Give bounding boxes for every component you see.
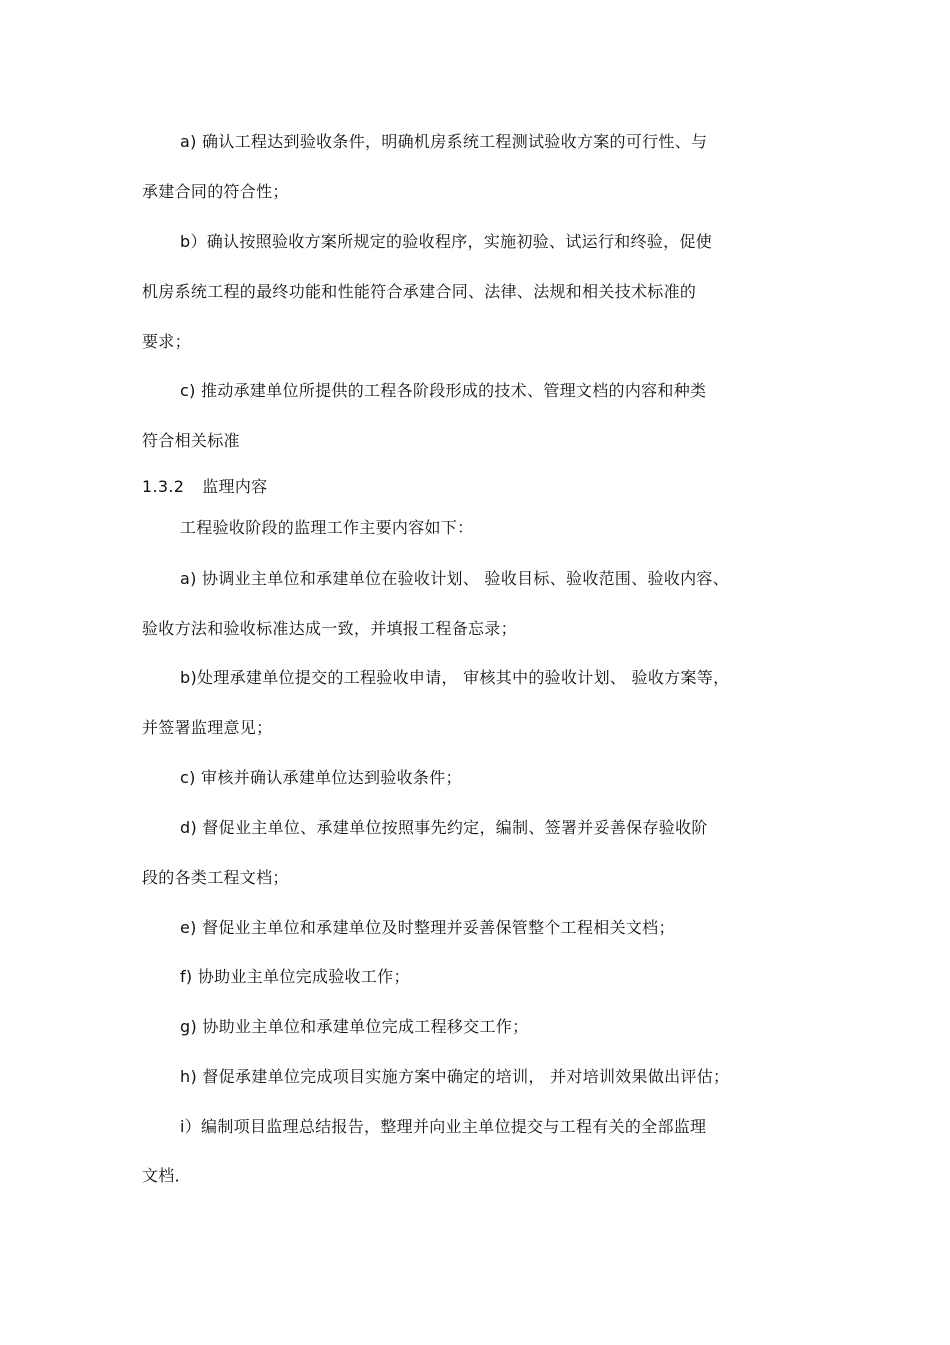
item-i-line-2: 文档． <box>142 1166 191 1185</box>
paragraph-2-line-3: 要求； <box>142 332 191 351</box>
item-a-line-1: a) 协调业主单位和承建单位在验收计划、 验收目标、验收范围、验收内容、 <box>180 569 730 588</box>
paragraph-3-line-2: 符合相关标准 <box>142 431 240 450</box>
item-i-line-1: i）编制项目监理总结报告，整理并向业主单位提交与工程有关的全部监理 <box>180 1117 707 1136</box>
section-number: 1.3.2 <box>142 477 185 496</box>
section-title: 监理内容 <box>202 477 268 496</box>
item-h: h) 督促承建单位完成项目实施方案中确定的培训， 并对培训效果做出评估； <box>180 1067 730 1086</box>
paragraph-2-line-1: b）确认按照验收方案所规定的验收程序，实施初验、试运行和终验，促使 <box>180 232 713 251</box>
section-heading <box>142 477 267 497</box>
paragraph-3-line-1: c) 推动承建单位所提供的工程各阶段形成的技术、管理文档的内容和种类 <box>180 381 707 400</box>
item-b-line-2: 并签署监理意见； <box>142 718 273 737</box>
item-b-line-1: b)处理承建单位提交的工程验收申请， 审核其中的验收计划、 验收方案等， <box>180 668 730 687</box>
intro-text: 工程验收阶段的监理工作主要内容如下： <box>180 518 474 537</box>
item-g: g) 协助业主单位和承建单位完成工程移交工作； <box>180 1017 529 1036</box>
item-e: e) 督促业主单位和承建单位及时整理并妥善保管整个工程相关文档； <box>180 918 675 937</box>
paragraph-2-line-2: 机房系统工程的最终功能和性能符合承建合同、法律、法规和相关技术标准的 <box>142 282 697 301</box>
item-a-line-2: 验收方法和验收标准达成一致，并填报工程备忘录； <box>142 619 517 638</box>
item-d-line-1: d) 督促业主单位、承建单位按照事先约定，编制、签署并妥善保存验收阶 <box>180 818 708 837</box>
paragraph-1-line-1: a) 确认工程达到验收条件，明确机房系统工程测试验收方案的可行性、与 <box>180 132 708 151</box>
item-d-line-2: 段的各类工程文档； <box>142 868 289 887</box>
item-f: f) 协助业主单位完成验收工作； <box>180 967 410 986</box>
paragraph-1-line-2: 承建合同的符合性； <box>142 182 289 201</box>
item-c: c) 审核并确认承建单位达到验收条件； <box>180 768 462 787</box>
